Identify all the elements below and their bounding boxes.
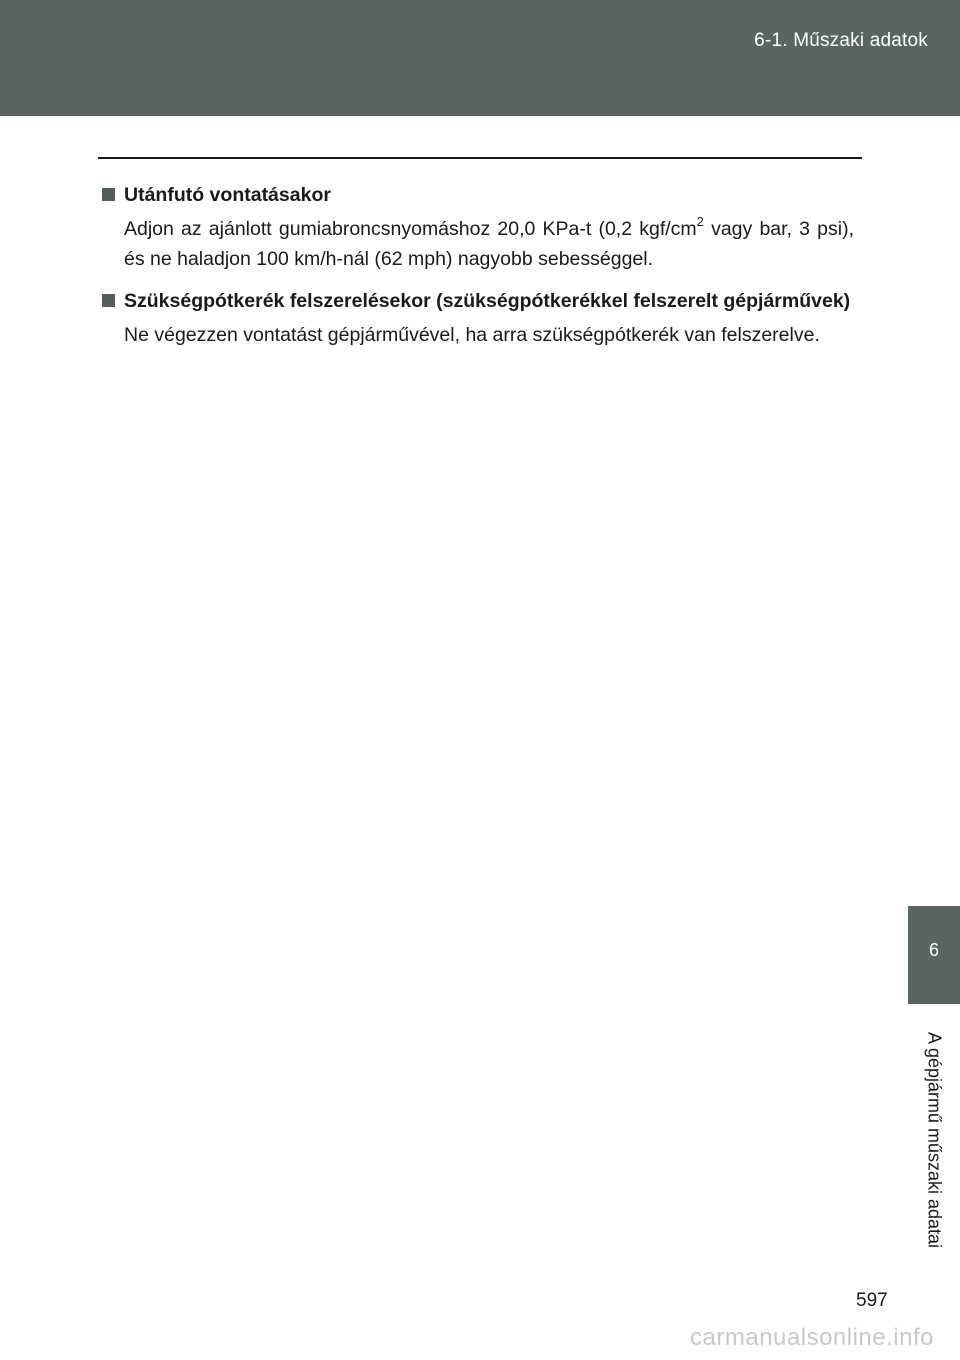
- content-body: [102, 180, 854, 362]
- item-heading: [102, 180, 854, 210]
- superscript: 2: [696, 214, 704, 229]
- header-band: [0, 0, 960, 116]
- chapter-number: 6: [928, 940, 939, 960]
- chapter-tab: [908, 906, 960, 1004]
- watermark: carmanualsonline.info: [690, 1324, 934, 1351]
- square-bullet-icon: [102, 294, 115, 307]
- chapter-side-label: A gépjármű műszaki adatai: [924, 1031, 945, 1249]
- item-trailer-towing: [102, 180, 854, 274]
- body-text: Ne végezzen vontatást gépjárművével, ha arra szükségpótkerék van felszerelve.: [124, 324, 820, 346]
- item-heading: [102, 286, 854, 316]
- item-heading-text: Szükségpótkerék felszerelésekor (szükségpótkerékkel felszerelt gépjárművek): [124, 290, 851, 312]
- item-spare-tire: [102, 286, 854, 350]
- section-rule: [98, 157, 862, 159]
- page-number: 597: [856, 1290, 888, 1311]
- square-bullet-icon: [102, 188, 115, 201]
- item-heading-text: Utánfutó vontatásakor: [124, 184, 331, 206]
- body-text-continued: vagy bar, 3 psi), és ne haladjon 100 km/h-nál (62 mph) nagyobb sebességgel.: [124, 218, 854, 270]
- section-title: 6-1. Műszaki adatok: [754, 30, 928, 51]
- item-body: [102, 214, 854, 274]
- body-text: Adjon az ajánlott gumiabroncsnyomáshoz 20,0 KPa-t (0,2 kgf/cm: [124, 218, 697, 240]
- item-body: [102, 320, 854, 350]
